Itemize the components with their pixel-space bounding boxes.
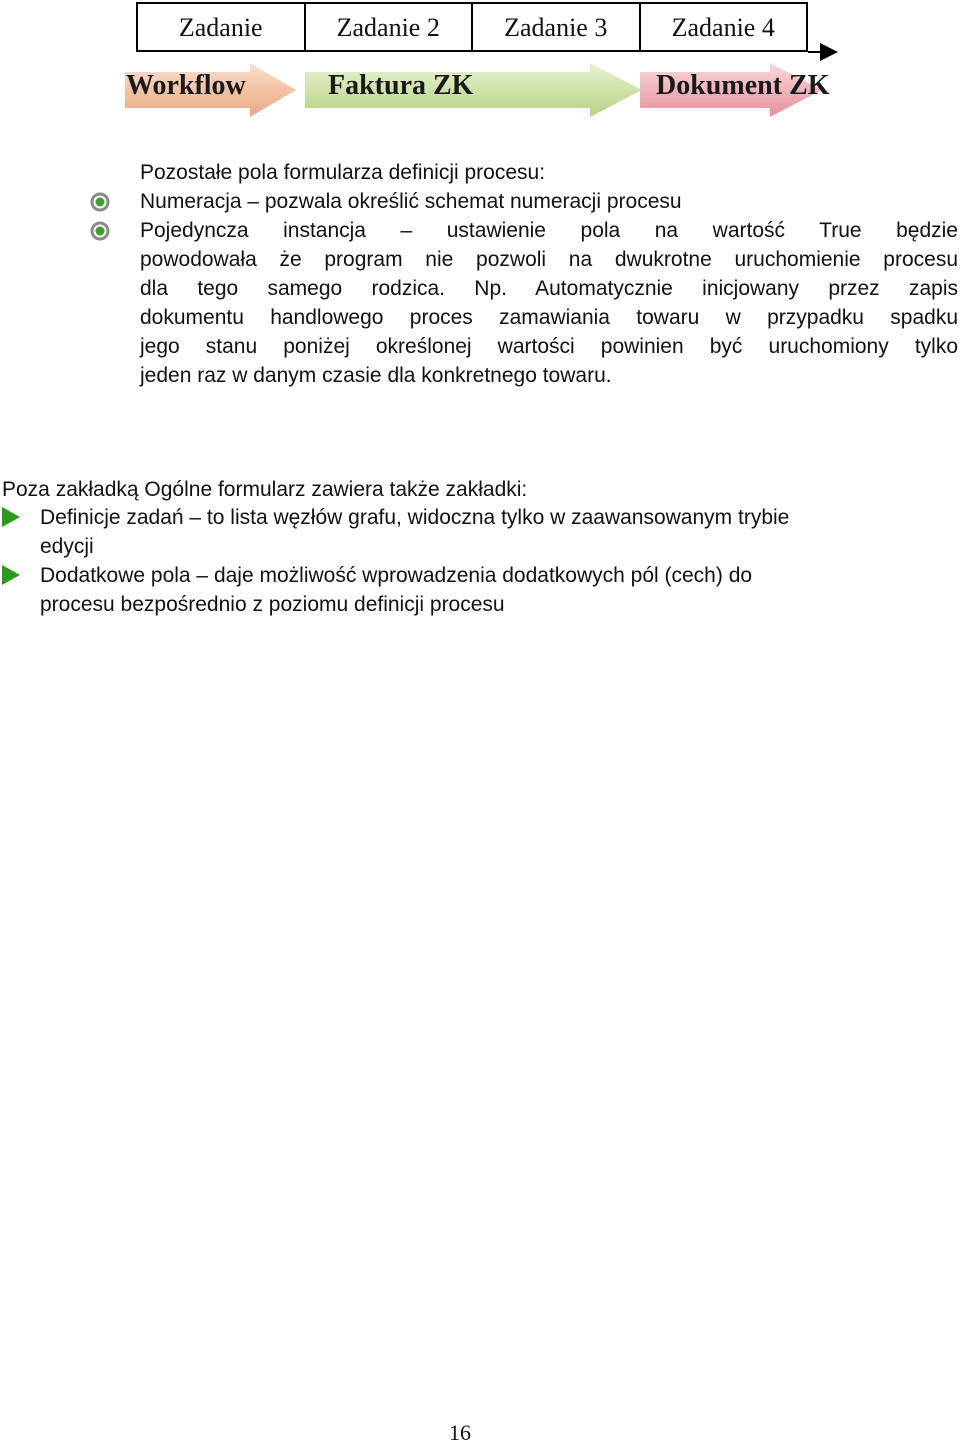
task-box-2: Zadanie 2 — [306, 4, 474, 50]
text-line: jego stanu poniżej określonej wartości powinien być uruchomiony tylko — [140, 335, 958, 358]
text-line: edycji — [40, 535, 94, 558]
text-line: jeden raz w danym czasie dla konkretnego towaru. — [140, 364, 612, 387]
list-item-dodatkowe-pola — [40, 561, 950, 619]
text-line: powodowała że program nie pozwoli na dwukrotne uruchomienie procesu — [140, 248, 958, 271]
text-line: Pojedyncza instancja – ustawienie pola na wartość True będzie — [140, 219, 958, 242]
flow-label-dokument-zk: Dokument ZK — [656, 70, 830, 101]
task-box-3: Zadanie 3 — [473, 4, 641, 50]
page-number: 16 — [449, 1420, 471, 1445]
text-line: dla tego samego rodzica. Np. Automatycznie inicjowany przez zapis — [140, 277, 958, 300]
list-item-numeracja: Numeracja – pozwala określić schemat numeracji procesu — [140, 190, 682, 213]
section2-intro: Poza zakładką Ogólne formularz zawiera także zakładki: — [2, 478, 528, 501]
green-circle-bullet-icon — [90, 192, 110, 212]
task-box-1: Zadanie — [138, 4, 306, 50]
text-line: Dodatkowe pola – daje możliwość wprowadzenia dodatkowych pól (cech) do — [40, 564, 753, 587]
green-circle-bullet-icon — [90, 221, 110, 241]
text-line: dokumentu handlowego proces zamawiania towaru w przypadku spadku — [140, 306, 958, 329]
task-box-4: Zadanie 4 — [671, 13, 775, 42]
list-item-definicje-zadan — [40, 503, 950, 561]
timeline-arrow-head-icon — [820, 43, 838, 61]
task-timeline — [136, 2, 808, 52]
green-triangle-bullet-icon — [2, 565, 20, 585]
list-item-pojedyncza-instancja — [140, 216, 958, 390]
section1-intro: Pozostałe pola formularza definicji procesu: — [140, 161, 546, 184]
text-line: Definicje zadań – to lista węzłów grafu, widoczna tylko w zaawansowanym trybie — [40, 506, 790, 529]
green-triangle-bullet-icon — [2, 507, 20, 527]
flow-label-faktura-zk: Faktura ZK — [328, 70, 474, 101]
flow-label-workflow: Workflow — [126, 70, 246, 101]
text-line: procesu bezpośrednio z poziomu definicji procesu — [40, 593, 505, 616]
